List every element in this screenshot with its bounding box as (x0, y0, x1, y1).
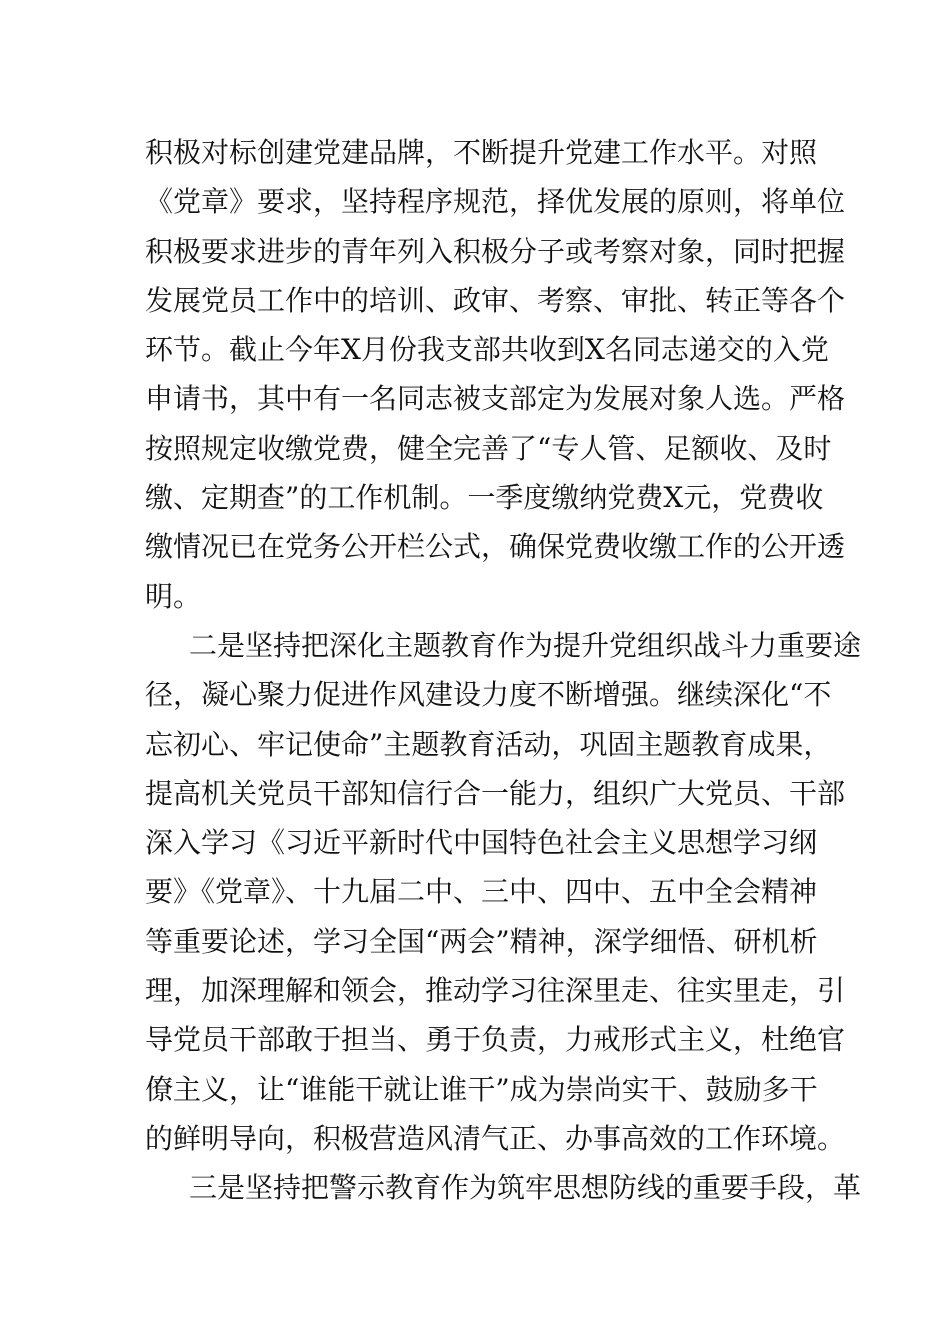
text-line: 《党章》要求，坚持程序规范，择优发展的原则，将单位 (145, 185, 846, 219)
text-line: 按照规定收缴党费，健全完善了“专人管、足额收、及时 (145, 431, 832, 465)
text-line: 的鲜明导向，积极营造风清气正、办事高效的工作环境。 (145, 1121, 846, 1155)
text-line: 明。 (145, 579, 202, 613)
text-line: 径，凝心聚力促进作风建设力度不断增强。继续深化“不 (145, 678, 832, 712)
body-text (145, 128, 862, 1213)
text-line: 三是坚持把警示教育作为筑牢思想防线的重要手段，革 (189, 1171, 862, 1205)
text-line: 缴、定期查”的工作机制。一季度缴纳党费X元，党费收 (145, 481, 824, 515)
text-line: 缴情况已在党务公开栏公式，确保党费收缴工作的公开透 (145, 530, 846, 564)
paragraph-1 (145, 128, 846, 621)
paragraph-2 (145, 621, 862, 1163)
text-line: 等重要论述，学习全国“两会”精神，深学细悟、研机析 (145, 924, 818, 958)
paragraph-3 (145, 1163, 862, 1212)
text-line: 要》《党章》、十九届二中、三中、四中、五中全会精神 (145, 875, 818, 909)
text-line: 二是坚持把深化主题教育作为提升党组织战斗力重要途 (189, 628, 862, 662)
text-line: 僚主义，让“谁能干就让谁干”成为崇尚实干、鼓励多干 (145, 1072, 818, 1106)
text-line: 申请书，其中有一名同志被支部定为发展对象人选。严格 (145, 382, 846, 416)
text-line: 理，加深理解和领会，推动学习往深里走、往实里走，引 (145, 974, 846, 1008)
text-line: 积极对标创建党建品牌，不断提升党建工作水平。对照 (145, 136, 818, 169)
text-line: 环节。截止今年X月份我支部共收到X名同志递交的入党 (145, 333, 829, 367)
text-line: 忘初心、牢记使命”主题教育活动，巩固主题教育成果， (145, 727, 832, 761)
text-line: 发展党员工作中的培训、政审、考察、审批、转正等各个 (145, 283, 846, 317)
text-line: 积极要求进步的青年列入积极分子或考察对象，同时把握 (145, 234, 846, 268)
text-line: 导党员干部敢于担当、勇于负责，力戒形式主义，杜绝官 (145, 1023, 846, 1057)
text-line: 深入学习《习近平新时代中国特色社会主义思想学习纲 (145, 826, 818, 860)
text-line: 提高机关党员干部知信行合一能力，组织广大党员、干部 (145, 776, 846, 810)
